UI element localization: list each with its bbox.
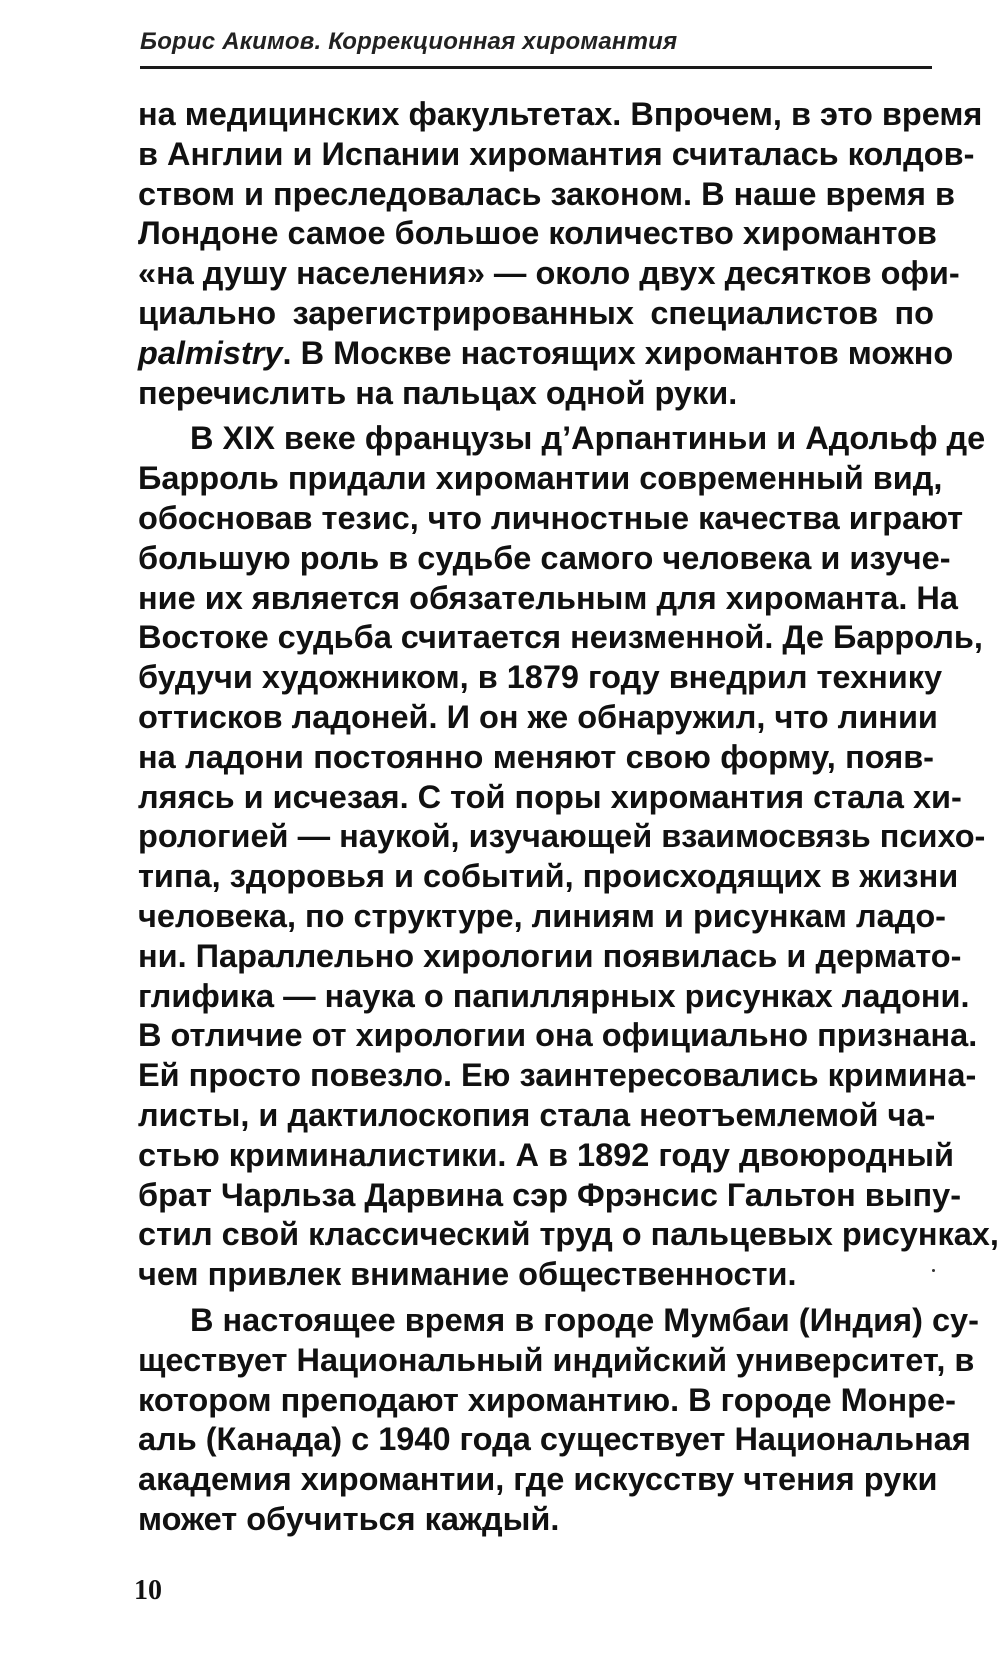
text-line: будучи художником, в 1879 году внедрил технику [138,659,943,696]
text-line: В отличие от хирологии она официально признана. [138,1017,978,1054]
text-line: В настоящее время в городе Мумбаи (Индия) су- [190,1301,979,1338]
text-line: глифика — наука о папиллярных рисунках ладони. [138,977,970,1014]
paragraph [138,419,999,1295]
text-line: стью криминалистики. А в 1892 году двоюродный [138,1136,955,1173]
text-line: Востоке судьба считается неизменной. Де Барроль, [138,619,983,656]
text-line: аль (Канада) с 1940 года существует Национальная [138,1421,971,1458]
text-line: ни. Параллельно хирологии появилась и дермато- [138,937,962,974]
text-line: стил свой классический труд о пальцевых рисунках, [138,1216,999,1253]
text-line: на ладони постоянно меняют свою форму, появ- [138,738,934,775]
text-line: академия хиромантии, где искусству чтения руки [138,1461,938,1498]
text-line: ством и преследовалась законом. В наше время в [138,175,955,212]
text-line: человека, по структуре, линиям и рисункам ладо- [138,897,946,934]
text-line: на медицинских факультетах. Впрочем, в это время [138,96,983,132]
header-rule [140,66,932,69]
text-line: чем привлек внимание общественности. [138,1256,797,1293]
text-line: в Англии и Испании хиромантия считалась колдов- [138,135,975,172]
text-line: перечислить на пальцах одной руки. [138,374,738,411]
text-line: Лондоне самое большое количество хиромантов [138,215,937,252]
text-line: ляясь и исчезая. С той поры хиромантия стала хи- [138,778,962,815]
text-line: оттисков ладоней. И он же обнаружил, что линии [138,698,938,735]
text-line: ществует Национальный индийский университет, в [138,1341,975,1378]
text-line: циально зарегистрированных специалистов по [138,294,934,331]
text-line: брат Чарльза Дарвина сэр Фрэнсис Гальтон выпу- [138,1176,962,1213]
text-line: большую роль в судьбе самого человека и изуче- [138,539,951,576]
text-line: листы, и дактилоскопия стала неотъемлемой ча- [138,1096,936,1133]
text-line: palmistry. В Москве настоящих хиромантов можно [138,334,954,371]
text-line: типа, здоровья и событий, происходящих в жизни [138,858,959,895]
running-head: Борис Акимов. Коррекционная хиромантия [140,28,678,55]
text-line: Ей просто повезло. Ею заинтересовались кримина- [138,1057,977,1094]
text-line: рологией — наукой, изучающей взаимосвязь психо- [138,818,986,855]
paragraph [138,1301,979,1540]
text-line: котором преподают хиромантию. В городе Монре- [138,1381,956,1418]
text-line: «на душу населения» — около двух десятков офи- [138,255,960,292]
text-line: Барроль придали хиромантии современный вид, [138,460,943,497]
scan-speck [932,1269,935,1272]
page-number: 10 [134,1575,162,1606]
paragraph [138,95,983,413]
text-line: может обучиться каждый. [138,1500,560,1537]
body-text [138,95,999,1540]
text-line: обосновав тезис, что личностные качества играют [138,499,964,536]
text-line: ние их является обязательным для хироманта. На [138,579,958,616]
text-line: В XIX веке французы д’Арпантиньи и Адольф де [190,420,986,457]
foreign-term: palmistry [138,334,283,371]
